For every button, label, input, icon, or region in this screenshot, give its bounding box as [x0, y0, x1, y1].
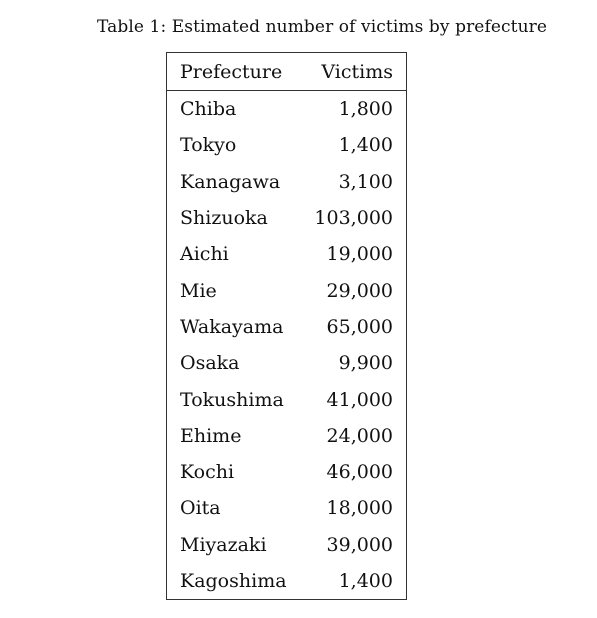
victims-cell: 19,000 — [326, 243, 393, 266]
victims-cell: 3,100 — [338, 170, 393, 193]
header-victims: Victims — [301, 53, 407, 91]
table-row — [167, 418, 407, 454]
victims-cell: 65,000 — [326, 315, 393, 338]
table-row — [167, 381, 407, 417]
victims-cell: 1,400 — [338, 134, 393, 157]
victims-cell: 39,000 — [326, 533, 393, 556]
victims-cell: 1,800 — [338, 98, 393, 121]
prefecture-cell: Aichi — [180, 243, 229, 266]
prefecture-cell: Tokushima — [180, 388, 284, 411]
table-row — [167, 127, 407, 163]
table-caption: Table 1: Estimated number of victims by prefecture — [96, 17, 548, 37]
table-body — [167, 91, 407, 600]
prefecture-cell: Kochi — [180, 461, 235, 484]
prefecture-cell: Tokyo — [180, 134, 237, 157]
victims-cell: 18,000 — [326, 497, 393, 520]
table-row — [167, 91, 407, 128]
prefecture-cell: Mie — [180, 279, 217, 302]
victims-cell: 46,000 — [326, 461, 393, 484]
table-row — [167, 490, 407, 526]
prefecture-cell: Ehime — [180, 424, 242, 447]
header-row — [167, 53, 407, 91]
table-row — [167, 527, 407, 563]
victims-table — [166, 52, 407, 600]
prefecture-cell: Oita — [180, 497, 221, 520]
victims-cell: 24,000 — [326, 424, 393, 447]
table-row — [167, 200, 407, 236]
victims-cell: 103,000 — [314, 207, 393, 230]
table-header — [167, 53, 407, 91]
prefecture-cell: Chiba — [180, 98, 237, 121]
prefecture-cell: Miyazaki — [180, 533, 267, 556]
table-row — [167, 454, 407, 490]
header-prefecture: Prefecture — [167, 53, 301, 91]
table-row — [167, 309, 407, 345]
victims-cell: 1,400 — [338, 570, 393, 592]
table-row — [167, 236, 407, 272]
table-row — [167, 164, 407, 200]
table-row — [167, 345, 407, 381]
victims-cell: 9,900 — [338, 352, 393, 375]
victims-cell: 29,000 — [326, 279, 393, 302]
victims-cell: 41,000 — [326, 388, 393, 411]
prefecture-cell: Wakayama — [180, 315, 284, 338]
prefecture-cell: Shizuoka — [180, 207, 268, 230]
prefecture-cell: Kagoshima — [180, 570, 287, 592]
prefecture-cell: Osaka — [180, 352, 240, 375]
table-row — [167, 563, 407, 600]
prefecture-cell: Kanagawa — [180, 170, 281, 193]
table-row — [167, 272, 407, 308]
